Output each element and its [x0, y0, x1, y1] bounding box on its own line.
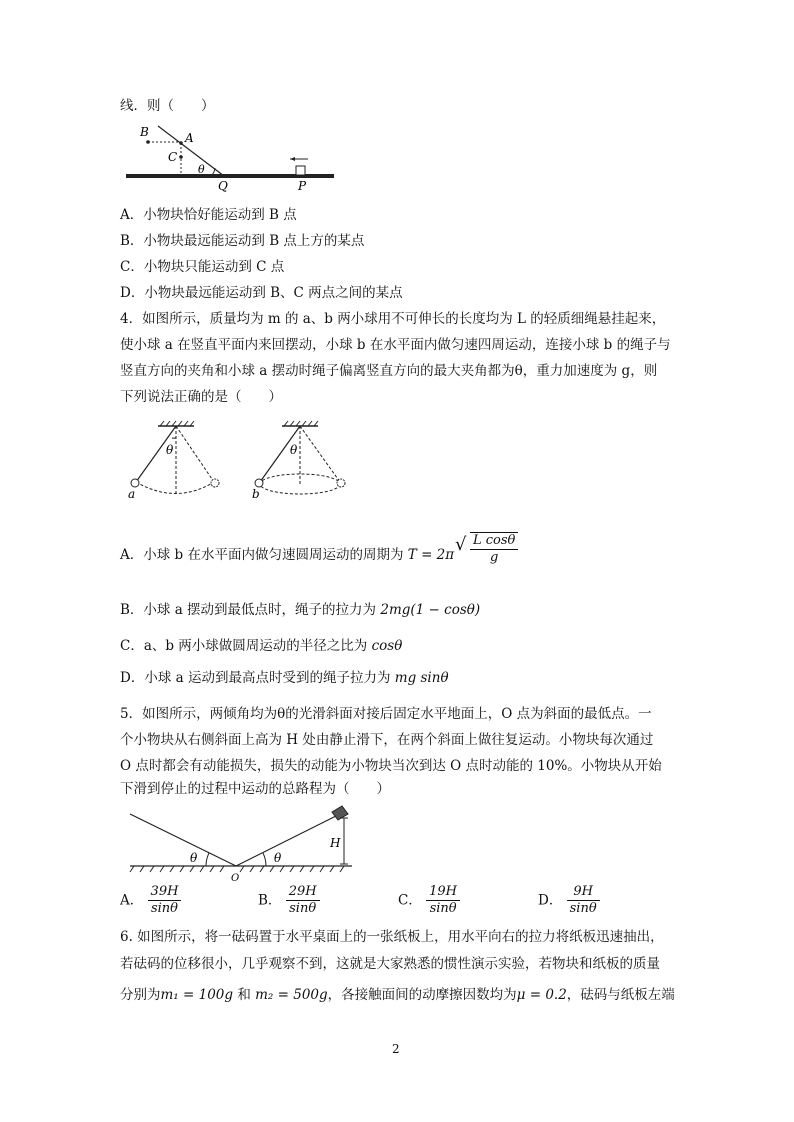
- q6-friction-coefficient: μ = 0.2: [516, 987, 567, 1003]
- q4-option-b-text: B．小球 a 摆动到最低点时，绳子的拉力为: [120, 602, 377, 618]
- q4-option-c-text: C．a、b 两小球做圆周运动的半径之比为: [120, 638, 368, 654]
- q4-stem-line-4: 下列说法正确的是（ ）: [120, 389, 282, 405]
- q5-option-d-numerator: 9H: [567, 884, 600, 901]
- page-number: 2: [392, 1042, 400, 1056]
- label-H: H: [330, 836, 341, 850]
- q5-stem-line-2: 个小物块从右侧斜面上高为 H 处由静止滑下，在两个斜面上做往复运动。小物块每次通过: [120, 732, 654, 748]
- q6-stem-line-2: 若砝码的位移很小，几乎观察不到，这就是大家熟悉的惯性演示实验，若物块和纸板的质量: [120, 956, 660, 972]
- label-b: b: [252, 487, 260, 501]
- q5-option-a-numerator: 39H: [148, 884, 182, 901]
- q5-double-incline-figure: [126, 800, 356, 882]
- q5-option-b-denominator: sinθ: [289, 901, 317, 916]
- q4-option-a-numerator: L cosθ: [470, 533, 518, 550]
- question-fragment: 线．则（ ）: [120, 98, 215, 114]
- q3-option-b: B．小物块最远能运动到 B 点上方的某点: [120, 233, 365, 249]
- q6-text-b: 和: [233, 987, 256, 1003]
- q6-stem-line-3: [120, 986, 675, 1004]
- q6-text-a: 分别为: [120, 987, 161, 1003]
- q4-stem-line-2: 使小球 a 在竖直平面内来回摆动，小球 b 在水平面内做匀速四周运动，连接小球 b 的绳子与: [120, 337, 671, 353]
- label-a: a: [128, 487, 136, 501]
- q5-option-b-letter: B．: [258, 892, 282, 909]
- label-Q: Q: [218, 179, 228, 193]
- q5-option-a-denominator: sinθ: [150, 901, 178, 916]
- q5-stem-line-3: O 点时都会有动能损失，损失的动能为小物块当次到达 O 点时动能的 10%。小物块从开始: [120, 758, 662, 774]
- q5-option-d: [538, 884, 600, 917]
- q6-text-c: ，各接触面间的动摩擦因数均为: [327, 987, 517, 1003]
- q4-option-a-formula-lhs: T = 2π: [407, 547, 455, 563]
- q6-mass-2: m₂ = 500g: [255, 987, 328, 1003]
- q4-option-d: [120, 669, 449, 687]
- label-theta-right: θ: [274, 851, 282, 865]
- q6-stem-line-1: 6. 如图所示，将一砝码置于水平桌面上的一张纸板上，用水平向右的拉力将纸板迅速抽出，: [120, 929, 664, 945]
- q5-option-d-letter: D．: [538, 892, 563, 909]
- q4-option-b-formula: 2mg(1 − cosθ): [380, 602, 481, 618]
- q5-stem-line-4: 下滑到停止的过程中运动的总路程为（ ）: [120, 781, 390, 797]
- q5-option-a: [120, 884, 181, 917]
- sqrt-sign: √: [455, 534, 467, 555]
- q4-stem-line-3: 竖直方向的夹角和小球 a 摆动时绳子偏离竖直方向的最大夹角都为θ，重力加速度为 g，则: [120, 363, 658, 379]
- q4-option-a-fraction: [470, 532, 518, 566]
- q4-option-d-formula: mg sinθ: [394, 670, 449, 686]
- label-B: B: [140, 125, 149, 139]
- q6-mass-1: m₁ = 100g: [160, 987, 234, 1003]
- q3-option-d: D．小物块最远能运动到 B、C 两点之间的某点: [120, 285, 403, 301]
- q5-option-d-denominator: sinθ: [569, 901, 597, 916]
- q4-option-a: [120, 546, 454, 564]
- label-theta-a: θ: [166, 443, 174, 457]
- q5-option-b-numerator: 29H: [286, 884, 320, 901]
- q5-option-b: [258, 884, 320, 917]
- q4-option-a-denominator: g: [490, 550, 499, 565]
- q5-option-c-letter: C．: [398, 892, 422, 909]
- q3-option-a: A．小物块恰好能运动到 B 点: [120, 207, 297, 223]
- q5-option-c: [398, 884, 460, 917]
- label-P: P: [298, 179, 307, 193]
- q4-option-d-text: D．小球 a 运动到最高点时受到的绳子拉力为: [120, 670, 391, 686]
- q5-option-c-numerator: 19H: [426, 884, 460, 901]
- q4-option-a-text: A．小球 b 在水平面内做匀速圆周运动的周期为: [120, 547, 404, 563]
- q4-stem-line-1: 4．如图所示，质量均为 m 的 a、b 两小球用不可伸长的长度均为 L 的轻质细绳悬挂起来，: [120, 311, 666, 327]
- q6-text-d: ，砝码与纸板左端: [566, 987, 675, 1003]
- q3-incline-figure: [126, 122, 336, 192]
- label-theta-left: θ: [190, 851, 198, 865]
- label-A: A: [185, 131, 194, 145]
- q4-pendulum-figure: [126, 420, 366, 500]
- q4-option-c: [120, 637, 402, 655]
- label-theta-b: θ: [290, 443, 298, 457]
- label-theta: θ: [198, 163, 205, 176]
- label-C: C: [168, 150, 178, 164]
- q3-option-c: C．小物块只能运动到 C 点: [120, 259, 285, 275]
- q4-option-b: [120, 601, 480, 619]
- q5-option-a-letter: A．: [120, 892, 144, 909]
- label-O: O: [231, 873, 240, 884]
- q4-option-c-formula: cosθ: [371, 638, 403, 654]
- q5-option-c-denominator: sinθ: [429, 901, 457, 916]
- q5-stem-line-1: 5．如图所示，两倾角均为θ的光滑斜面对接后固定水平地面上，O 点为斜面的最低点。一: [120, 706, 652, 722]
